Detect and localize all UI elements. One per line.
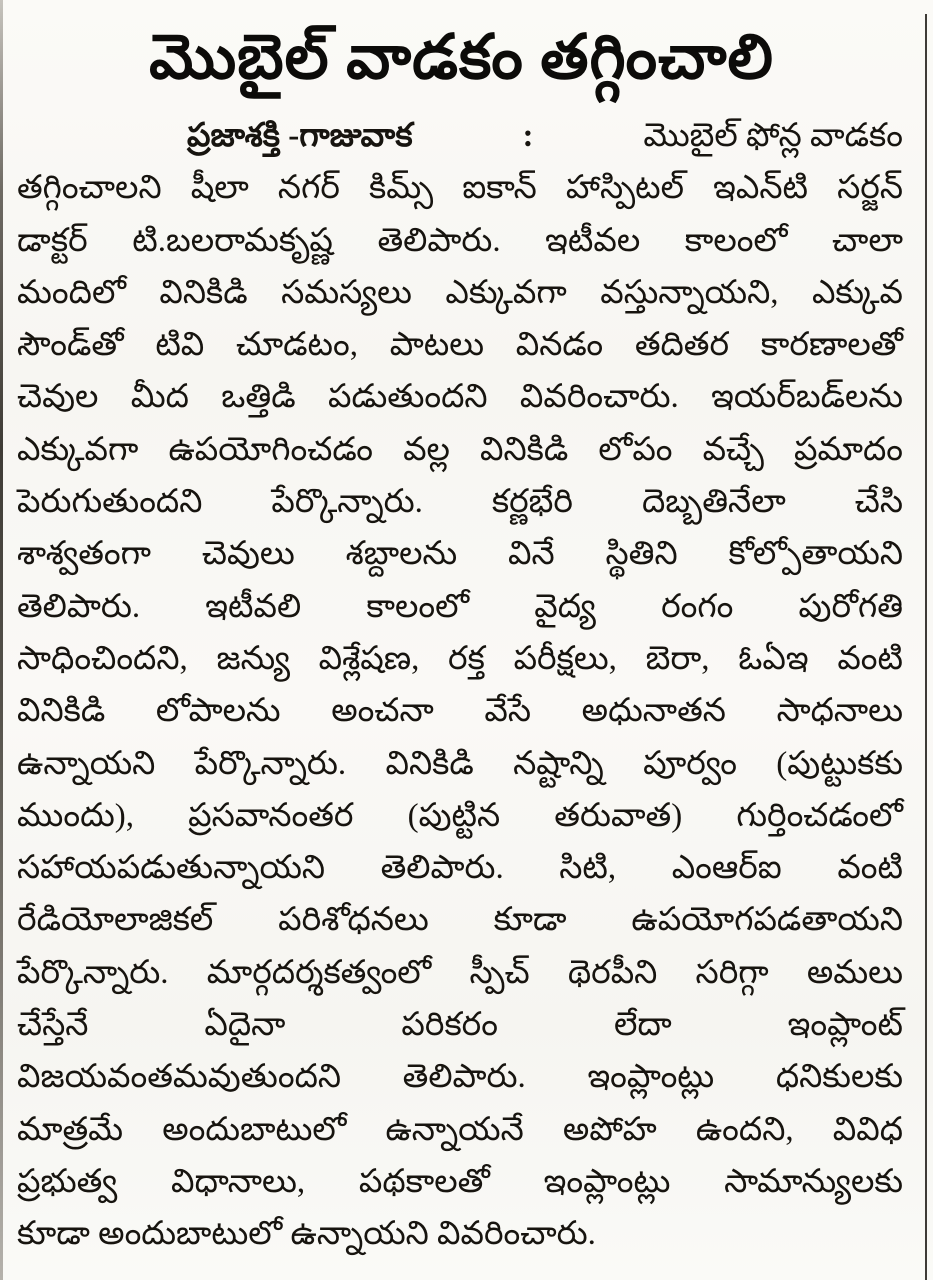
article-line: సహాయపడుతున్నాయని తెలిపారు. సిటి, ఎంఆర్ఐ వంటి — [17, 850, 903, 887]
article-line — [17, 110, 903, 162]
article-line: తెలిపారు. ఇటీవలి కాలంలో వైద్య రంగం పురోగతి — [17, 588, 903, 625]
article-headline: మొబైల్ వాడకం తగ్గించాలి — [149, 24, 774, 92]
article-line: విజయవంతమవుతుందని తెలిపారు. ఇంప్లాంట్లు ధనికులకు — [17, 1059, 903, 1096]
article-line: చేస్తేనే ఏదైనా పరికరం లేదా ఇంప్లాంట్ — [17, 1007, 903, 1044]
article-body — [17, 110, 903, 1261]
lead-text: మొబైల్ ఫోన్ల వాడకం — [643, 118, 903, 154]
article-line: శాశ్వతంగా చెవులు శబ్దాలను వినే స్థితిని కోల్పోతాయని — [17, 536, 903, 573]
dateline: ప్రజాశక్తి -గాజువాక — [187, 118, 413, 154]
article-line: పెరుగుతుందని పేర్కొన్నారు. కర్ణభేరి దెబ్బతినేలా చేసి — [17, 484, 903, 521]
article-line: మందిలో వినికిడి సమస్యలు ఎక్కువగా వస్తున్నాయని, ఎక్కువ — [17, 274, 903, 311]
article-line: ప్రభుత్వ విధానాలు, పథకాలతో ఇంప్లాంట్లు సామాన్యులకు — [17, 1163, 903, 1200]
column-rule — [925, 14, 927, 1280]
article-line: ముందు), ప్రసవానంతర (పుట్టిన తరువాత) గుర్తించడంలో — [17, 797, 903, 834]
article-line: పేర్కొన్నారు. మార్గదర్శకత్వంలో స్పీచ్ థెరపీని సరిగ్గా అమలు — [17, 954, 903, 991]
article-line: డాక్టర్ టి.బలరామకృష్ణ తెలిపారు. ఇటీవల కాలంలో చాలా — [17, 222, 903, 259]
article-line: సౌండ్‌తో టివి చూడటం, పాటలు వినడం తదితర కారణాలతో — [17, 327, 903, 364]
article-line: వినికిడి లోపాలను అంచనా వేసే అధునాతన సాధనాలు — [17, 693, 903, 730]
article-line: కూడా అందుబాటులో ఉన్నాయని వివరించారు. — [17, 1216, 596, 1253]
article-line: తగ్గించాలని షీలా నగర్ కిమ్స్ ఐకాన్ హాస్పిటల్ ఇఎన్‌టి సర్జన్ — [17, 170, 903, 207]
article-line: ఉన్నాయని పేర్కొన్నారు. వినికిడి నష్టాన్ని పూర్వం (పుట్టుకకు — [17, 745, 903, 782]
article-line: చెవుల మీద ఒత్తిడి పడుతుందని వివరించారు. ఇయర్‌బడ్‌లను — [17, 379, 903, 416]
article-line: ఎక్కువగా ఉపయోగించడం వల్ల వినికిడి లోపం వచ్చే ప్రమాదం — [17, 431, 903, 468]
dateline-colon: : — [522, 118, 534, 154]
article-line: మాత్రమే అందుబాటులో ఉన్నాయనే అపోహ ఉందని, వివిధ — [17, 1111, 903, 1148]
article-line: సాధించిందని, జన్యు విశ్లేషణ, రక్త పరీక్షలు, బెరా, ఓఏఇ వంటి — [17, 640, 903, 677]
article-line: రేడియోలాజికల్ పరిశోధనలు కూడా ఉపయోగపడతాయని — [17, 902, 903, 939]
scan-edge-left — [0, 0, 3, 1280]
